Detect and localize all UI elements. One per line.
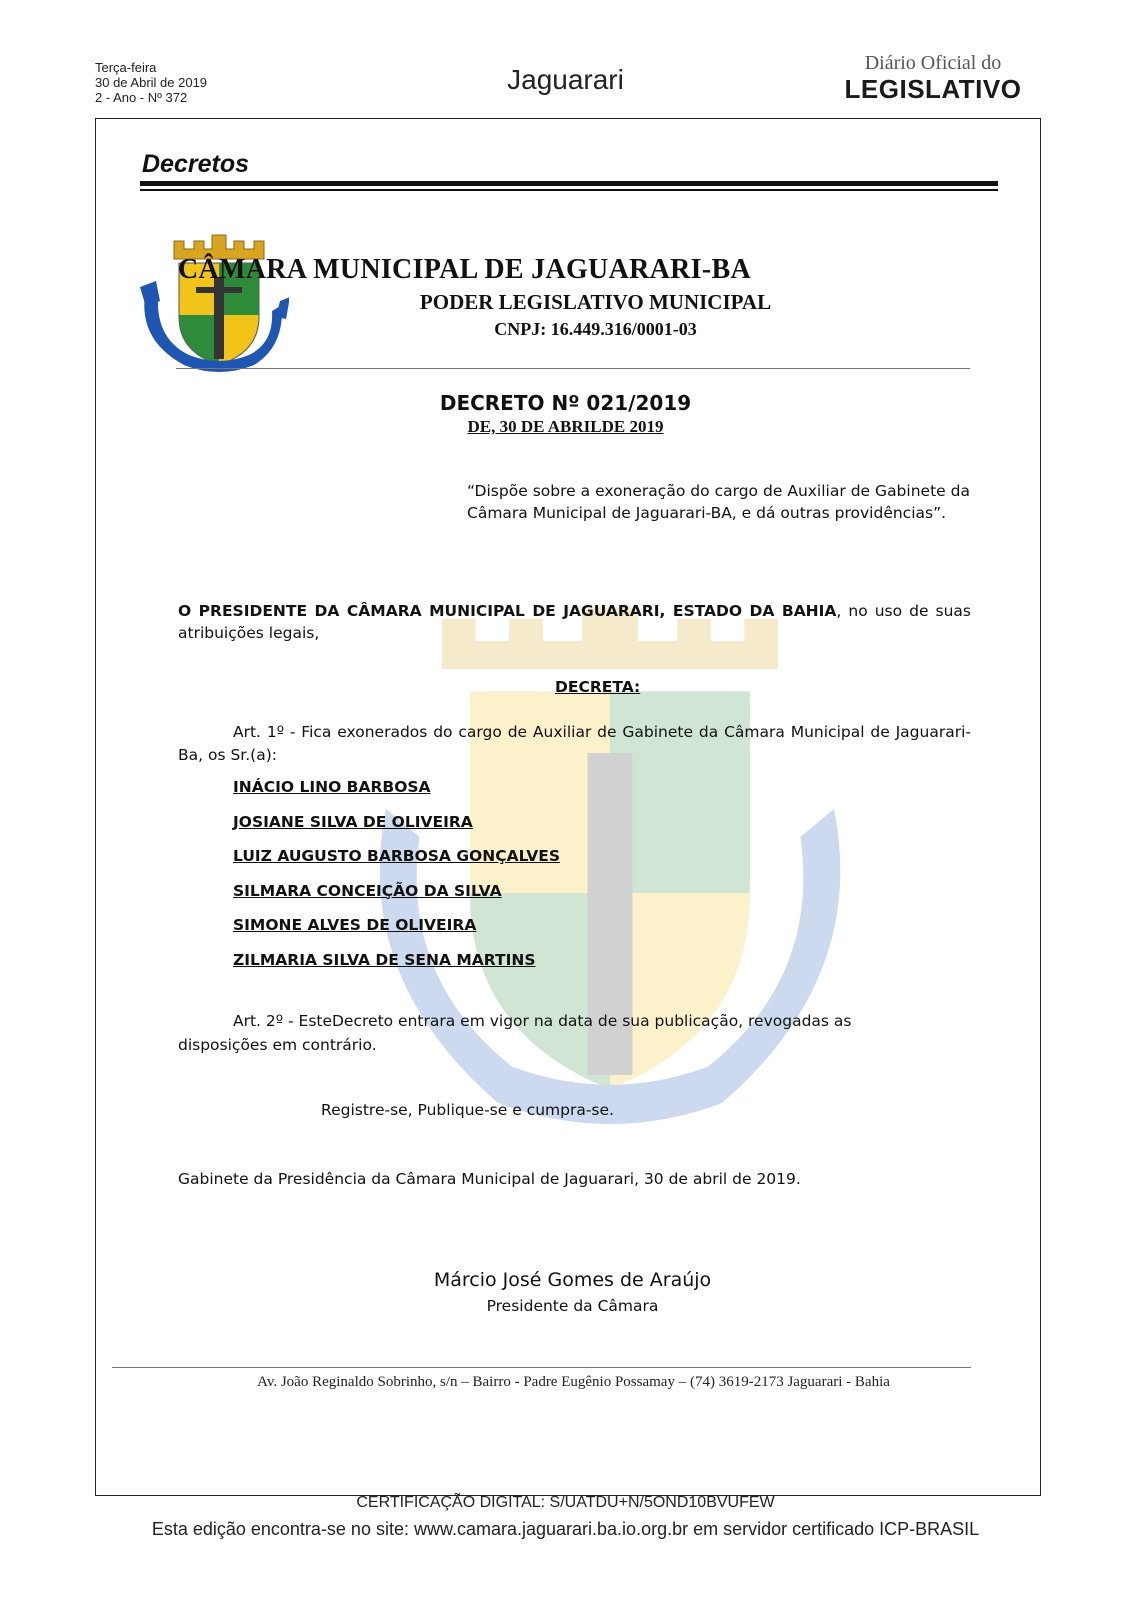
footer-divider <box>112 1367 971 1368</box>
gazette-logo-top: Diário Oficial do <box>864 52 1002 74</box>
institution-name: CÂMARA MUNICIPAL DE JAGUARARI-BA <box>178 254 751 285</box>
institution-cnpj: CNPJ: 16.449.316/0001-03 <box>494 319 697 339</box>
article-1: Art. 1º - Fica exonerados do cargo de Auxiliar de Gabinete da Câmara Municipal de Jaguarari-Ba, os Sr.(a): <box>178 723 971 764</box>
decreta-heading: DECRETA: <box>555 678 641 696</box>
preamble-rest: , no uso de suas atribuições legais, <box>178 602 971 642</box>
list-item: ZILMARIA SILVA DE SENA MARTINS <box>233 950 536 969</box>
dismissed-names-list <box>233 777 560 984</box>
list-item: SILMARA CONCEIÇÃO DA SILVA <box>233 881 502 900</box>
letterhead-divider <box>176 368 970 369</box>
list-item: SIMONE ALVES DE OLIVEIRA <box>233 916 477 934</box>
section-rule-thin <box>140 189 998 191</box>
list-item: JOSIANE SILVA DE OLIVEIRA <box>233 812 473 831</box>
edition-weekday: Terça-feira <box>95 60 157 75</box>
registre-clause: Registre-se, Publique-se e cumpra-se. <box>321 1101 614 1119</box>
edition-site-notice: Esta edição encontra-se no site: www.camara.jaguarari.ba.io.org.br em servidor certificado ICP-BRASIL <box>151 1519 980 1539</box>
list-item: LUIZ AUGUSTO BARBOSA GONÇALVES <box>233 847 561 865</box>
edition-number: 2 - Ano - Nº 372 <box>95 90 188 105</box>
section-rule-thick <box>140 181 998 186</box>
preamble-bold: O PRESIDENTE DA CÂMARA MUNICIPAL DE JAGUARARI, ESTADO DA BAHIA <box>178 602 837 620</box>
signatory-name: Márcio José Gomes de Araújo <box>433 1269 712 1291</box>
decree-number: DECRETO Nº 021/2019 <box>439 391 692 415</box>
gazette-logo-bottom: LEGISLATIVO <box>844 74 1022 104</box>
edition-date: 30 de Abril de 2019 <box>95 75 208 90</box>
gazette-logo <box>838 52 1028 104</box>
header-city: Jaguarari <box>507 64 624 95</box>
decree-preamble <box>178 600 971 644</box>
signatory-role: Presidente da Câmara <box>486 1297 659 1315</box>
digital-certification: CERTIFICAÇÃO DIGITAL: S/UATDU+N/5OND10BVUFEW <box>356 1494 775 1511</box>
decree-date: DE, 30 DE ABRILDE 2019 <box>467 417 664 436</box>
list-item: INÁCIO LINO BARBOSA <box>233 778 431 796</box>
footer-address: Av. João Reginaldo Sobrinho, s/n – Bairro - Padre Eugênio Possamay – (74) 3619-2173 Jaguarari - Bahia <box>257 1374 890 1390</box>
place-date-line: Gabinete da Presidência da Câmara Municipal de Jaguarari, 30 de abril de 2019. <box>178 1170 801 1188</box>
institution-branch: PODER LEGISLATIVO MUNICIPAL <box>419 290 772 314</box>
section-title: Decretos <box>142 150 249 178</box>
decree-summary: “Dispõe sobre a exoneração do cargo de Auxiliar de Gabinete da Câmara Municipal de Jaguarari-BA, e dá outras providências”. <box>467 482 970 522</box>
article-2: Art. 2º - EsteDecreto entrara em vigor na data de sua publicação, revogadas as disposições em contrário. <box>178 1012 852 1054</box>
